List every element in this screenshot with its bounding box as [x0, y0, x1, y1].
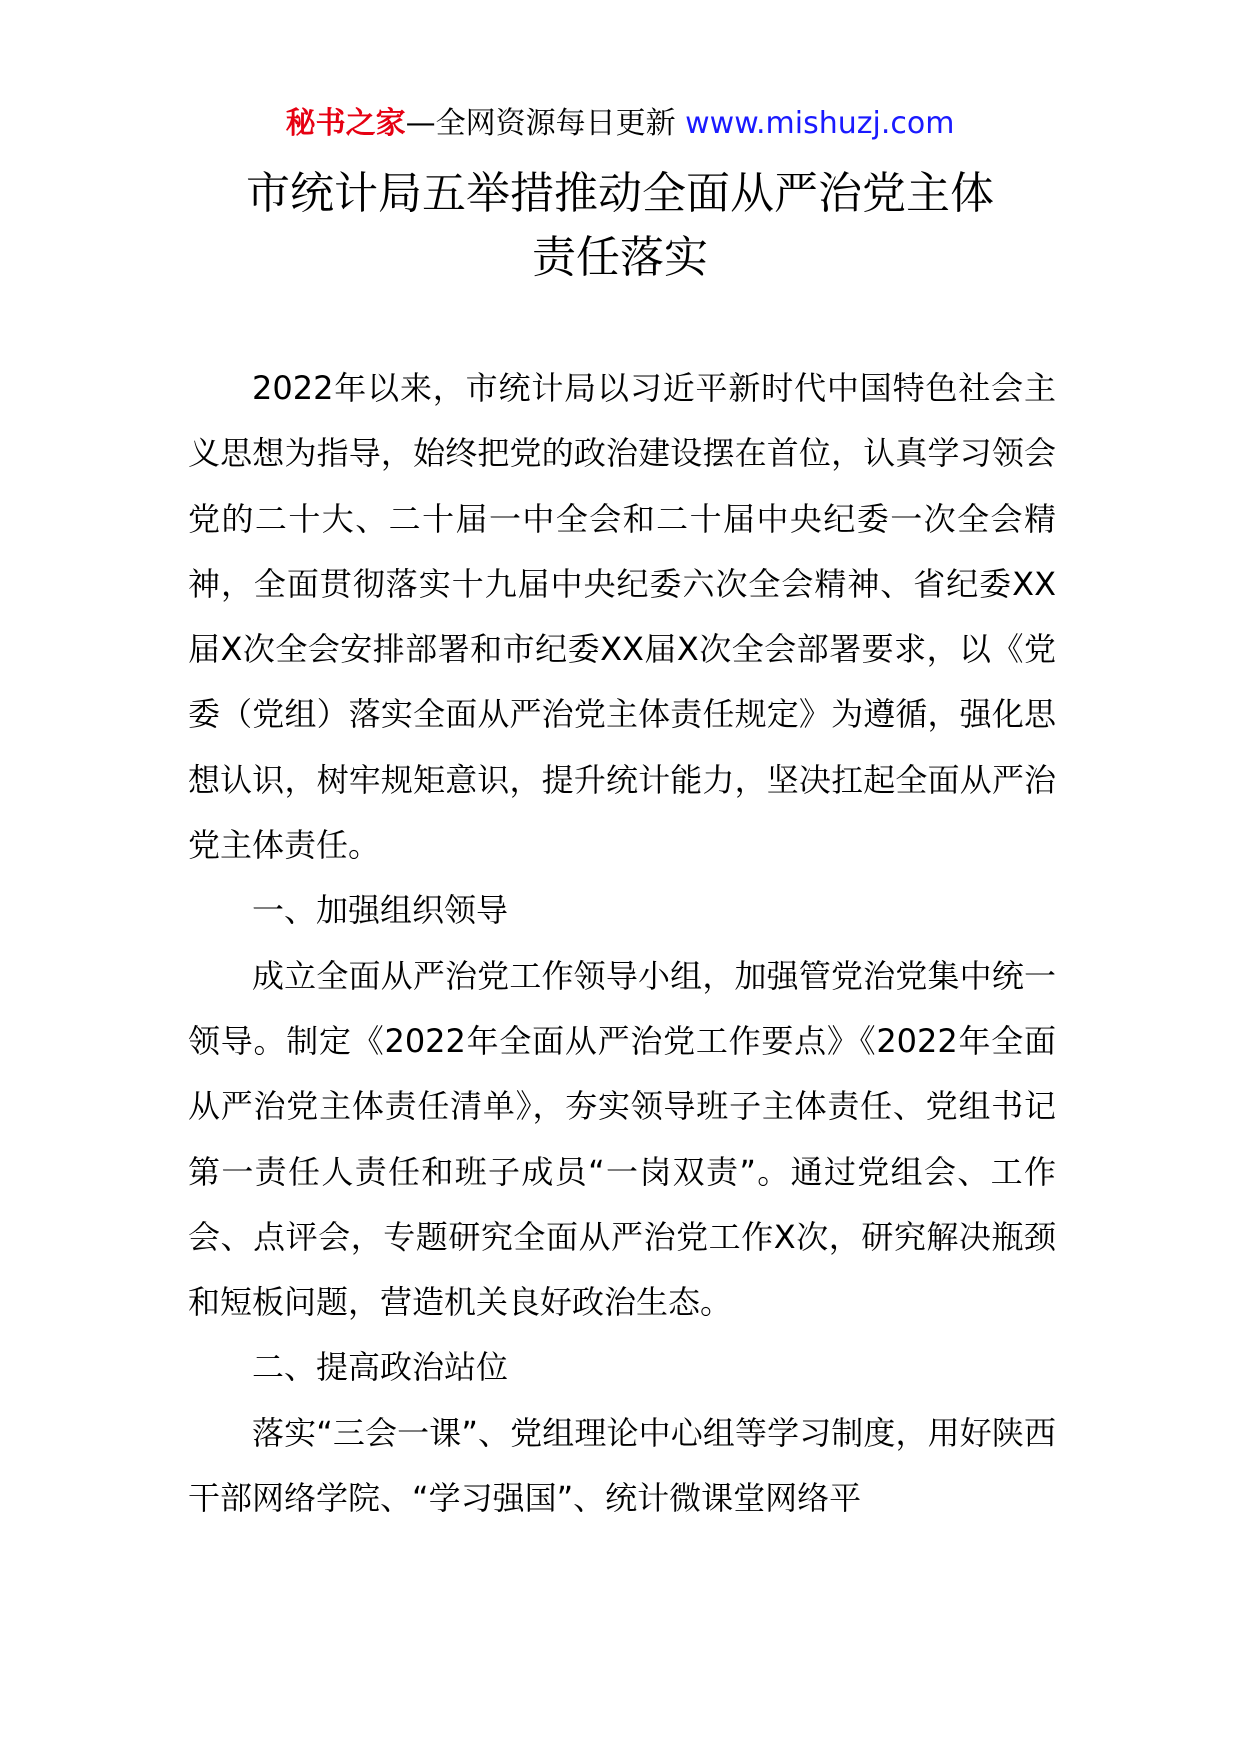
title-line-1: 市统计局五举措推动全面从严治党主体: [246, 168, 994, 219]
paragraph-section-1: 成立全面从严治党工作领导小组，加强管党治党集中统一领导。制定《2022年全面从严治党工作要点》《2022年全面从严治党主体责任清单》，夯实领导班子主体责任、党组书记第一责任人责任和班子成员“一岗双责”。通过党组会、工作会、点评会，专题研究全面从严治党工作X次，研究解决瓶颈和短板问题，营造机关良好政治生态。: [188, 956, 1056, 1322]
document-title: [150, 162, 1090, 290]
document-body: [188, 356, 1056, 1531]
paragraph-intro: 2022年以来，市统计局以习近平新时代中国特色社会主义思想为指导，始终把党的政治建设摆在首位，认真学习领会党的二十大、二十届一中全会和二十届中央纪委一次全会精神，全面贯彻落实十九届中央纪委六次全会精神、省纪委XX届X次全会安排部署和市纪委XX届X次全会部署要求，以《党委（党组）落实全面从严治党主体责任规定》为遵循，强化思想认识，树牢规矩意识，提升统计能力，坚决扛起全面从严治党主体责任。: [188, 369, 1056, 865]
brand-name: 秘书之家: [285, 106, 406, 141]
section-heading-1: 一、加强组织领导: [252, 891, 509, 930]
watermark-header: [0, 104, 1240, 144]
paragraph-section-2: 落实“三会一课”、党组理论中心组等学习制度，用好陕西干部网络学院、“学习强国”、统计微课堂网络平: [188, 1413, 1056, 1518]
header-tagline: —全网资源每日更新: [405, 106, 676, 141]
title-line-2: 责任落实: [532, 232, 708, 283]
section-heading-2: 二、提高政治站位: [252, 1348, 509, 1387]
header-url-link[interactable]: www.mishuzj.com: [685, 106, 955, 141]
